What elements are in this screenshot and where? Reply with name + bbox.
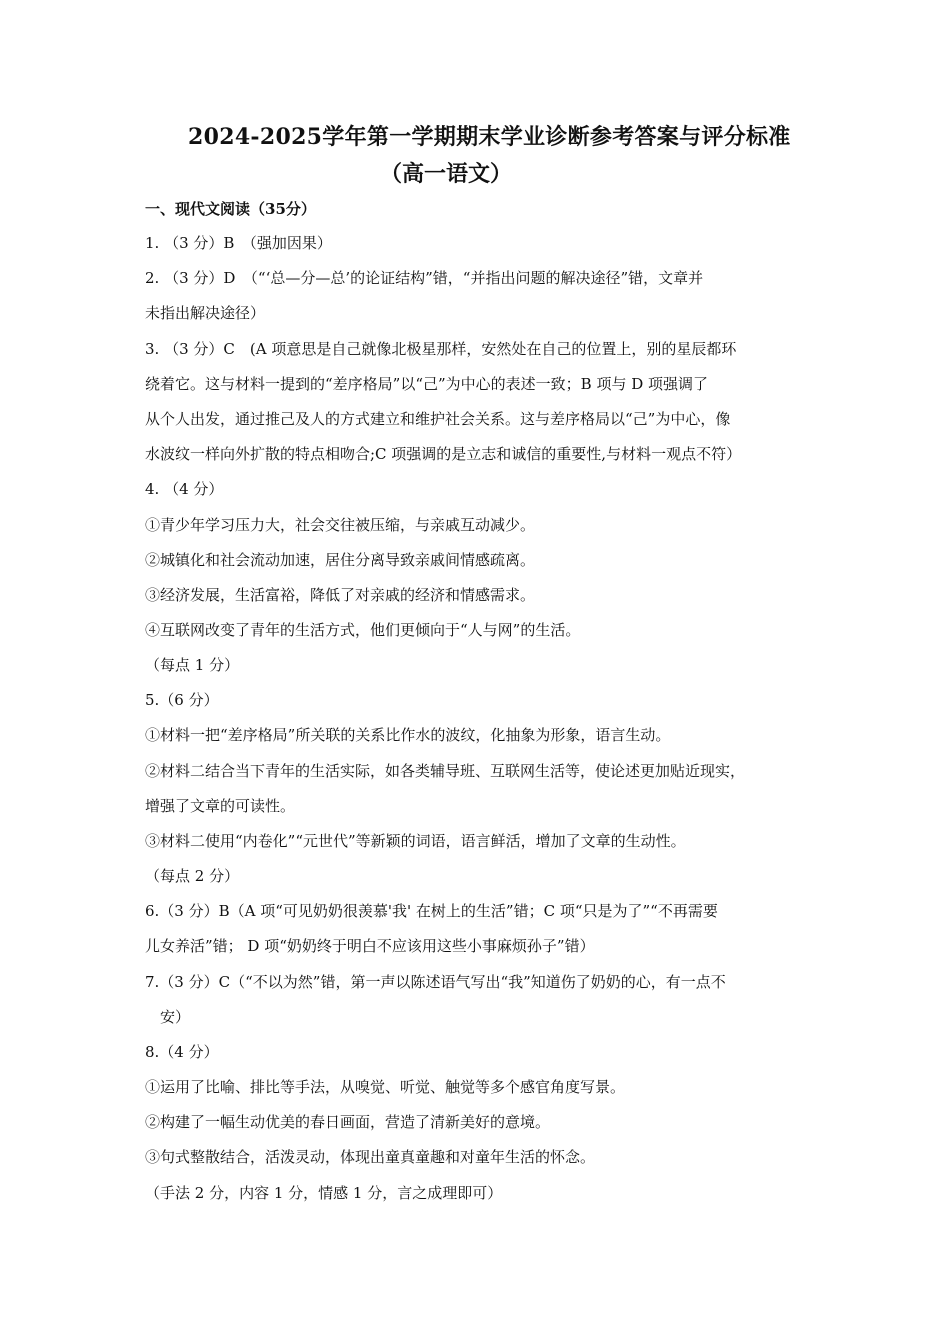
answer-line: 儿女养活”错； D 项“奶奶终于明白不应该用这些小事麻烦孙子”错） [145,937,595,955]
answer-line: 绕着它。这与材料一提到的“差序格局”以“己”为中心的表述一致；B 项与 D 项强调了 [145,375,709,393]
answer-line: （每点 2 分） [145,867,240,885]
answer-line: 水波纹一样向外扩散的特点相吻合;C 项强调的是立志和诚信的重要性,与材料一观点不符） [145,445,742,463]
answer-line: 增强了文章的可读性。 [145,797,296,815]
answer-line: 3. （3 分）C (A 项意思是自己就像北极星那样，安然处在自己的位置上，别的星辰都环 [145,340,737,358]
answer-line: 从个人出发，通过推己及人的方式建立和维护社会关系。这与差序格局以“己”为中心，像 [145,410,731,428]
answer-line: ③材料二使用“内卷化”“元世代”等新颖的词语，语言鲜活，增加了文章的生动性。 [145,832,686,850]
answer-line: ③句式整散结合，活泼灵动，体现出童真童趣和对童年生活的怀念。 [145,1148,596,1166]
answer-line: ①运用了比喻、排比等手法，从嗅觉、听觉、触觉等多个感官角度写景。 [145,1078,626,1096]
answer-line: ②构建了一幅生动优美的春日画面，营造了清新美好的意境。 [145,1113,551,1131]
answer-line: ①材料一把“差序格局”所关联的关系比作水的波纹，化抽象为形象，语言生动。 [145,726,671,744]
answer-line: ①青少年学习压力大，社会交往被压缩，与亲戚互动减少。 [145,516,536,534]
answer-line: ②材料二结合当下青年的生活实际，如各类辅导班、互联网生活等，使论述更加贴近现实， [145,762,746,780]
section-heading: 一、现代文阅读（35分） [145,200,316,218]
answer-line: 7.（3 分）C（“不以为然”错，第一声以陈述语气写出“我”知道伤了奶奶的心，有一点不 [145,973,726,991]
answer-line: （每点 1 分） [145,656,240,674]
answer-line: ③经济发展，生活富裕，降低了对亲戚的经济和情感需求。 [145,586,536,604]
answer-line: 2. （3 分）D （“‘总—分—总’的论证结构”错，“并指出问题的解决途径”错，文章并 [145,269,704,287]
answer-line: ④互联网改变了青年的生活方式，他们更倾向于“人与网”的生活。 [145,621,581,639]
answer-line: ②城镇化和社会流动加速，居住分离导致亲戚间情感疏离。 [145,551,536,569]
answer-line: 1. （3 分）B （强加因果） [145,234,332,252]
answer-line: 安） [145,1008,191,1026]
document-subtitle: （高一语文） [380,161,513,187]
document-title: 2024-2025学年第一学期期末学业诊断参考答案与评分标准 [188,124,791,150]
answer-line: 未指出解决途径） [145,304,266,322]
answer-line: 4. （4 分） [145,480,224,498]
answer-line: 6.（3 分）B（A 项“可见奶奶很羡慕'我' 在树上的生活”错；C 项“只是为了”“不再需要 [145,902,718,920]
answer-line: （手法 2 分，内容 1 分，情感 1 分，言之成理即可） [145,1184,503,1202]
answer-line: 8.（4 分） [145,1043,219,1061]
answer-line: 5.（6 分） [145,691,219,709]
